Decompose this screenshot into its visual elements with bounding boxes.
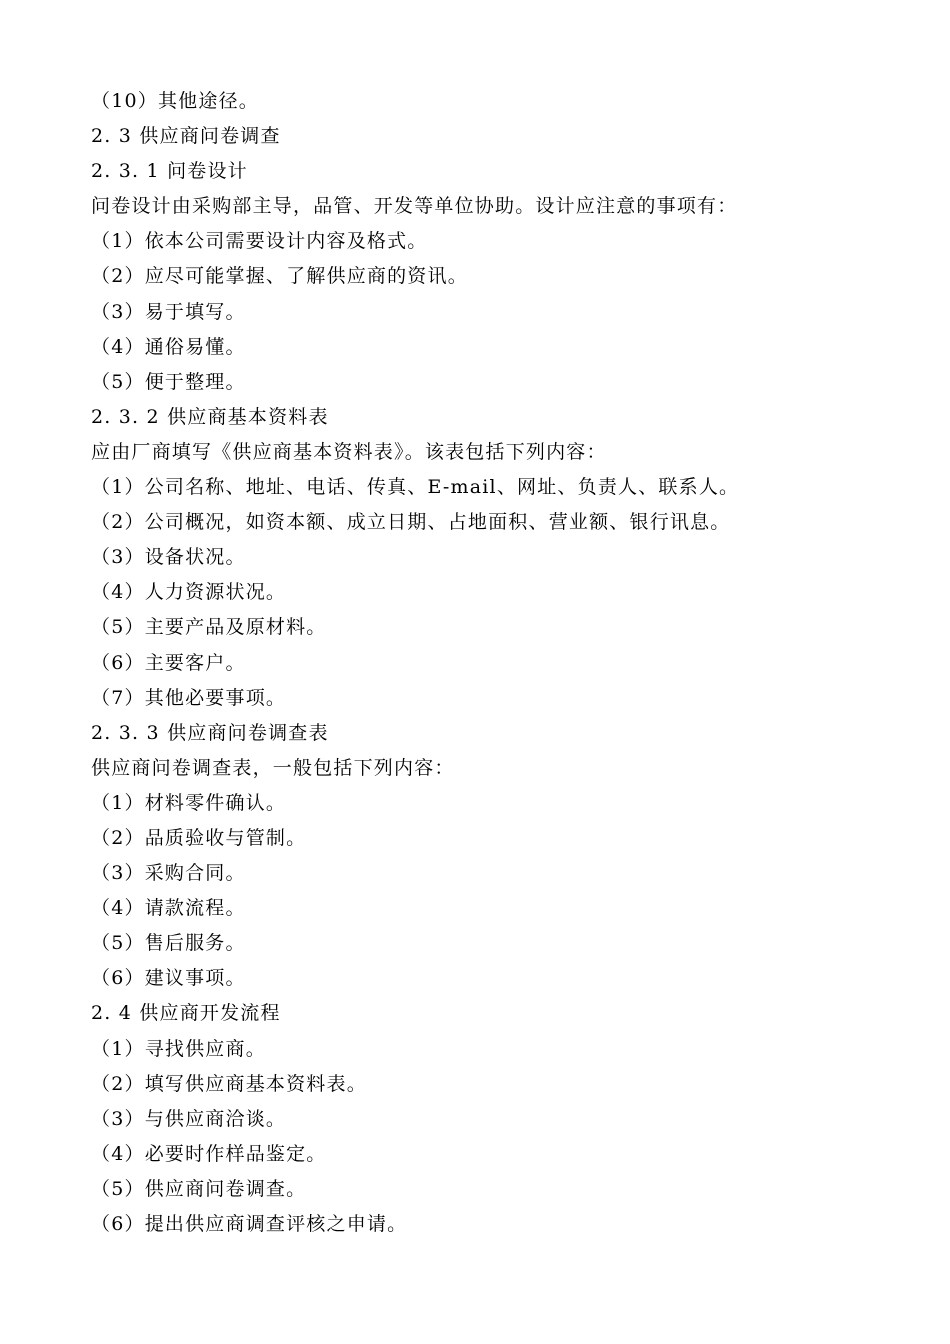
list-item: （3）易于填写。 [91, 300, 246, 323]
list-item: （7）其他必要事项。 [91, 686, 287, 709]
list-item: （2）品质验收与管制。 [91, 826, 307, 849]
paragraph-questionnaire-form: 供应商问卷调查表，一般包括下列内容： [91, 756, 455, 779]
list-item-other-channels: （10）其他途径。 [91, 90, 259, 112]
document-page [91, 84, 891, 1242]
list-item: （1）寻找供应商。 [91, 1037, 266, 1060]
section-heading-2-3-1: 2. 3. 1 问卷设计 [91, 160, 248, 183]
list-item: （6）建议事项。 [91, 967, 246, 990]
list-item: （3）与供应商洽谈。 [91, 1107, 287, 1130]
list-item: （4）通俗易懂。 [91, 335, 246, 358]
section-heading-2-3-3: 2. 3. 3 供应商问卷调查表 [91, 721, 329, 744]
section-heading-2-3: 2. 3 供应商问卷调查 [91, 125, 281, 148]
list-item: （4）必要时作样品鉴定。 [91, 1142, 327, 1165]
list-item: （4）人力资源状况。 [91, 581, 287, 604]
list-item: （5）供应商问卷调查。 [91, 1177, 307, 1200]
list-item: （6）提出供应商调查评核之申请。 [91, 1213, 408, 1235]
paragraph-basic-info-form: 应由厂商填写《供应商基本资料表》。该表包括下列内容： [91, 440, 607, 463]
list-item: （5）便于整理。 [91, 370, 246, 393]
list-item: （1）材料零件确认。 [91, 791, 287, 814]
list-item: （2）应尽可能掌握、了解供应商的资讯。 [91, 265, 468, 288]
list-item: （2）填写供应商基本资料表。 [91, 1072, 367, 1095]
list-item: （1）依本公司需要设计内容及格式。 [91, 230, 428, 253]
list-item: （1）公司名称、地址、电话、传真、E-mail、网址、负责人、联系人。 [91, 476, 740, 499]
list-item: （3）设备状况。 [91, 546, 246, 569]
section-heading-2-3-2: 2. 3. 2 供应商基本资料表 [91, 405, 329, 428]
paragraph-questionnaire-design: 问卷设计由采购部主导，品管、开发等单位协助。设计应注意的事项有： [91, 195, 738, 218]
section-heading-2-4: 2. 4 供应商开发流程 [91, 1002, 281, 1025]
list-item: （3）采购合同。 [91, 862, 246, 885]
list-item: （2）公司概况，如资本额、成立日期、占地面积、营业额、银行讯息。 [91, 511, 731, 534]
list-item: （5）主要产品及原材料。 [91, 616, 327, 639]
list-item: （5）售后服务。 [91, 932, 246, 955]
list-item: （4）请款流程。 [91, 897, 246, 920]
list-item: （6）主要客户。 [91, 651, 246, 674]
